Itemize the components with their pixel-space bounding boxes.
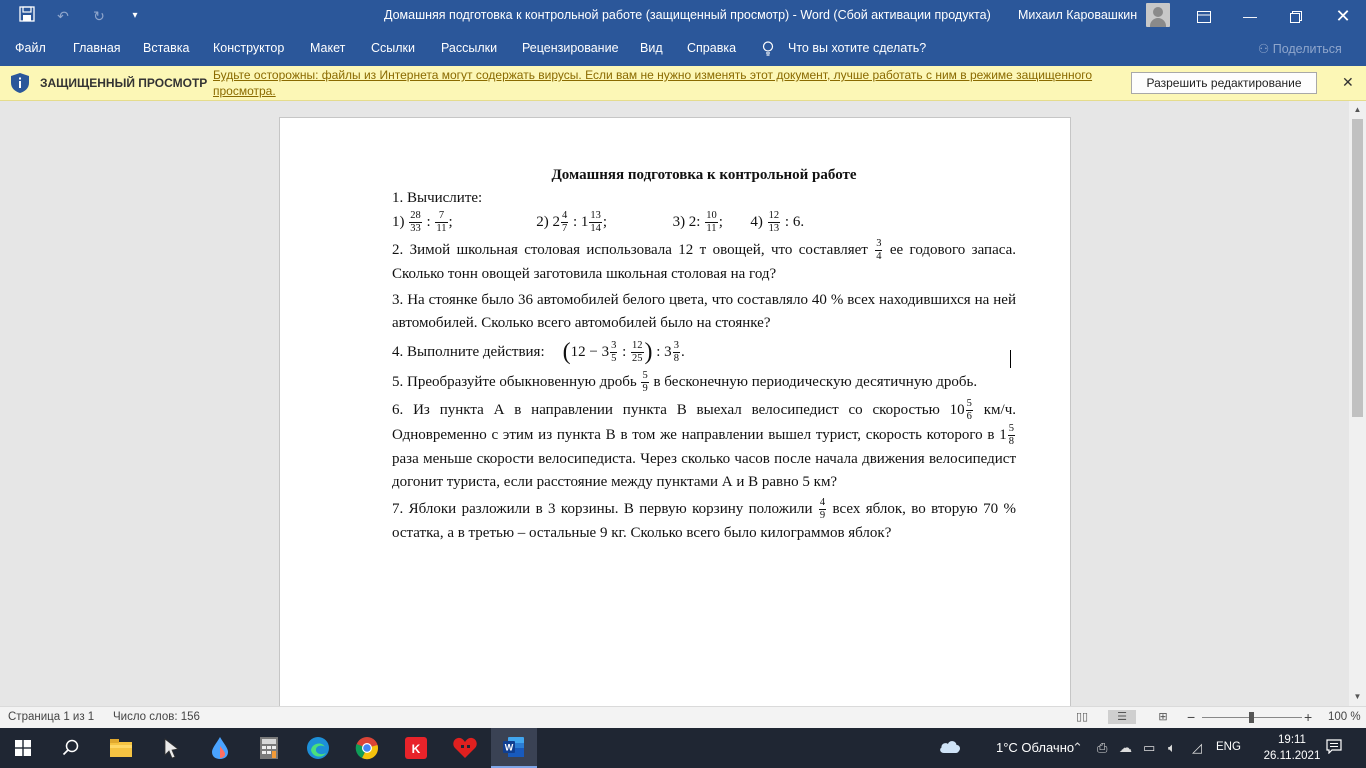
share-label: Поделиться — [1272, 42, 1342, 56]
status-bar — [0, 706, 1366, 728]
fraction: $\frac{3}{4}$ — [876, 238, 882, 262]
shield-icon — [9, 72, 31, 94]
question-6: 6. Из пункта А в направлении пункта В выехал велосипедист со скоростью 10 $\frac{5}{6}$ км/ч. Одновременно с этим из пункта В в том же направлении вышел турист, скорость которого в 1 $\frac{5}{8}$ раза меньше скорости велосипедиста. Через сколько часов после начала движения велосипедист догонит туриста, если расстояние между пунктами А и В равно 5 км? — [392, 398, 1016, 490]
restore-icon[interactable] — [1273, 0, 1319, 32]
protected-view-label: ЗАЩИЩЕННЫЙ ПРОСМОТР — [40, 76, 208, 90]
zoom-out-icon[interactable]: − — [1187, 709, 1196, 725]
scroll-up-icon[interactable]: ▲ — [1353, 105, 1362, 114]
tell-me-search[interactable]: Что вы хотите сделать? — [788, 41, 927, 55]
fraction: $\frac{5}{6}$ — [966, 398, 972, 422]
notifications-icon[interactable] — [1326, 738, 1342, 757]
clock[interactable] — [1262, 732, 1322, 764]
item-label: 4) — [750, 213, 767, 230]
cloud-icon[interactable] — [938, 737, 962, 758]
vertical-scrollbar[interactable] — [1349, 101, 1366, 706]
tab-references[interactable]: Ссылки — [371, 41, 416, 55]
tab-design[interactable]: Конструктор — [213, 41, 285, 55]
language-indicator[interactable]: ENG — [1216, 741, 1241, 753]
battery-icon[interactable]: ▭ — [1143, 740, 1156, 755]
paint-drop-icon[interactable] — [197, 728, 243, 768]
game-app-icon[interactable] — [442, 728, 488, 768]
question-7: 7. Яблоки разложили в 3 корзины. В первую корзину положили $\frac{4}{9}$ всех яблок, во вторую 70 % остатка, а в третью – остальные 9 кг. Сколько всего было килограммов яблок? — [392, 497, 1016, 541]
document-body — [392, 164, 1016, 545]
volume-icon[interactable]: 🔈︎ — [1168, 740, 1176, 755]
text-cursor — [1010, 350, 1011, 368]
fraction: $\frac{5}{9}$ — [642, 370, 648, 394]
zoom-level[interactable]: 100 % — [1328, 711, 1361, 723]
fraction: $\frac{12}{13}$ — [768, 210, 780, 234]
ribbon-display-options-icon[interactable] — [1181, 0, 1227, 32]
undo-icon[interactable]: ↶ — [57, 8, 69, 24]
question-1-intro: 1. Вычислите: — [392, 190, 483, 206]
page-count[interactable]: Страница 1 из 1 — [8, 711, 95, 723]
document-heading: Домашняя подготовка к контрольной работе — [551, 167, 857, 183]
item-label: 2) 2 — [536, 213, 560, 230]
clock-time: 19:11 — [1278, 734, 1306, 746]
fraction: $\frac{7}{11}$ — [436, 210, 447, 234]
fraction: $\frac{12}{25}$ — [632, 340, 643, 364]
tab-view[interactable]: Вид — [640, 41, 663, 55]
tab-review[interactable]: Рецензирование — [522, 41, 619, 55]
taskbar — [0, 728, 1366, 768]
question-2: 2. Зимой школьная столовая использовала 12 т овощей, что составляет $\frac{3}{4}$ ее годового запаса. Сколько тонн овощей заготовила школьная столовая на год? — [392, 238, 1016, 282]
weather-text[interactable]: 1°C Облачно — [996, 740, 1075, 755]
tab-layout[interactable]: Макет — [310, 41, 346, 55]
onedrive-icon[interactable]: ☁ — [1119, 740, 1132, 755]
close-icon[interactable]: ✕ — [1342, 74, 1354, 90]
quick-access-toolbar — [16, 6, 146, 26]
close-icon[interactable]: ✕ — [1335, 6, 1351, 26]
calculator-icon[interactable] — [246, 728, 292, 768]
web-layout-icon[interactable]: ⊞ — [1158, 711, 1168, 723]
fraction: $\frac{28}{33}$ — [410, 210, 421, 234]
question-1-items: 1) $\frac{28}{33}$ : $\frac{7}{11}$ ; 2) 2 $\frac{4}{7}$ : 1 $\frac{13}{14}$ ; 3) 2: $\frac{10}{11}$ ; 4) $\frac{12}{13}$ : 6. — [392, 210, 805, 234]
question-4: 4. Выполните действия: (12 − 3 $\frac{3}{5}$ : $\frac{12}{25}$ ) : 3 $\frac{3}{8}$ . — [392, 339, 685, 365]
zoom-in-icon[interactable]: + — [1304, 709, 1313, 725]
word-app-icon[interactable] — [491, 728, 537, 768]
enable-editing-button[interactable]: Разрешить редактирование — [1131, 72, 1317, 94]
cursor-app-icon[interactable] — [148, 728, 194, 768]
title-bar — [0, 0, 1366, 32]
tab-insert[interactable]: Вставка — [143, 41, 190, 55]
search-icon[interactable] — [48, 728, 94, 768]
tab-help[interactable]: Справка — [687, 41, 737, 55]
tab-home[interactable]: Главная — [73, 41, 121, 55]
item-label: 3) 2: — [672, 213, 705, 230]
scroll-down-icon[interactable]: ▼ — [1353, 692, 1362, 701]
lightbulb-icon[interactable] — [762, 41, 774, 59]
minimize-icon[interactable]: — — [1243, 8, 1257, 24]
customize-toolbar-icon[interactable]: ▾ — [132, 10, 138, 21]
question-5: 5. Преобразуйте обыкновенную дробь $\frac{5}{9}$ в бесконечную периодическую десятичную дробь. — [392, 370, 978, 394]
network-icon[interactable]: ◿ — [1192, 740, 1202, 755]
kaspersky-icon[interactable] — [393, 728, 439, 768]
fraction: $\frac{4}{9}$ — [819, 497, 826, 521]
window-title: Домашняя подготовка к контрольной работе (защищенный просмотр) - Word (Сбой активации продукта) — [384, 8, 991, 22]
fraction: $\frac{3}{5}$ — [611, 340, 617, 364]
fraction: $\frac{5}{8}$ — [1008, 423, 1014, 447]
ribbon-tabs — [0, 32, 1366, 66]
fraction: $\frac{10}{11}$ — [706, 210, 717, 234]
document-area[interactable] — [0, 101, 1349, 706]
meet-now-icon[interactable]: ⎙ — [1097, 740, 1108, 755]
tab-file[interactable]: Файл — [15, 41, 46, 55]
fraction: $\frac{3}{8}$ — [673, 340, 679, 364]
person-icon: ⚇ — [1258, 42, 1270, 56]
chrome-browser-icon[interactable] — [344, 728, 390, 768]
share-button[interactable] — [1258, 41, 1342, 56]
svg-text:W: W — [504, 742, 514, 753]
question-3: 3. На стоянке было 36 автомобилей белого цвета, что составляло 40 % всех находившихся на ней автомобилей. Сколько всего автомобилей было на стоянке? — [392, 292, 1016, 331]
windows-start-icon[interactable] — [0, 728, 46, 768]
chevron-up-icon[interactable]: ⌃ — [1072, 740, 1083, 755]
protected-view-message[interactable]: Будьте осторожны: файлы из Интернета могут содержать вирусы. Если вам не нужно изменять этот документ, лучше работать с ним в режиме защищенного просмотра. — [213, 68, 1093, 98]
redo-icon[interactable]: ↻ — [93, 8, 105, 24]
edge-browser-icon[interactable] — [295, 728, 341, 768]
document-page[interactable] — [279, 117, 1071, 706]
fraction: $\frac{4}{7}$ — [561, 210, 568, 234]
protected-view-bar — [0, 66, 1366, 101]
print-layout-icon[interactable]: ☰ — [1108, 710, 1136, 724]
user-name[interactable]: Михаил Каровашкин — [1018, 8, 1138, 22]
tab-mailings[interactable]: Рассылки — [441, 41, 498, 55]
scrollbar-thumb[interactable] — [1352, 119, 1363, 417]
read-mode-icon[interactable]: ▯▯ — [1075, 711, 1089, 723]
svg-text:K: K — [411, 742, 421, 756]
zoom-slider-thumb[interactable] — [1249, 712, 1254, 723]
word-count[interactable]: Число слов: 156 — [113, 711, 200, 723]
fraction: $\frac{13}{14}$ — [590, 210, 601, 234]
file-explorer-icon[interactable] — [98, 728, 144, 768]
save-icon[interactable] — [16, 6, 38, 26]
avatar[interactable] — [1146, 3, 1170, 27]
clock-date: 26.11.2021 — [1263, 750, 1321, 762]
item-label: 1) — [392, 213, 409, 230]
